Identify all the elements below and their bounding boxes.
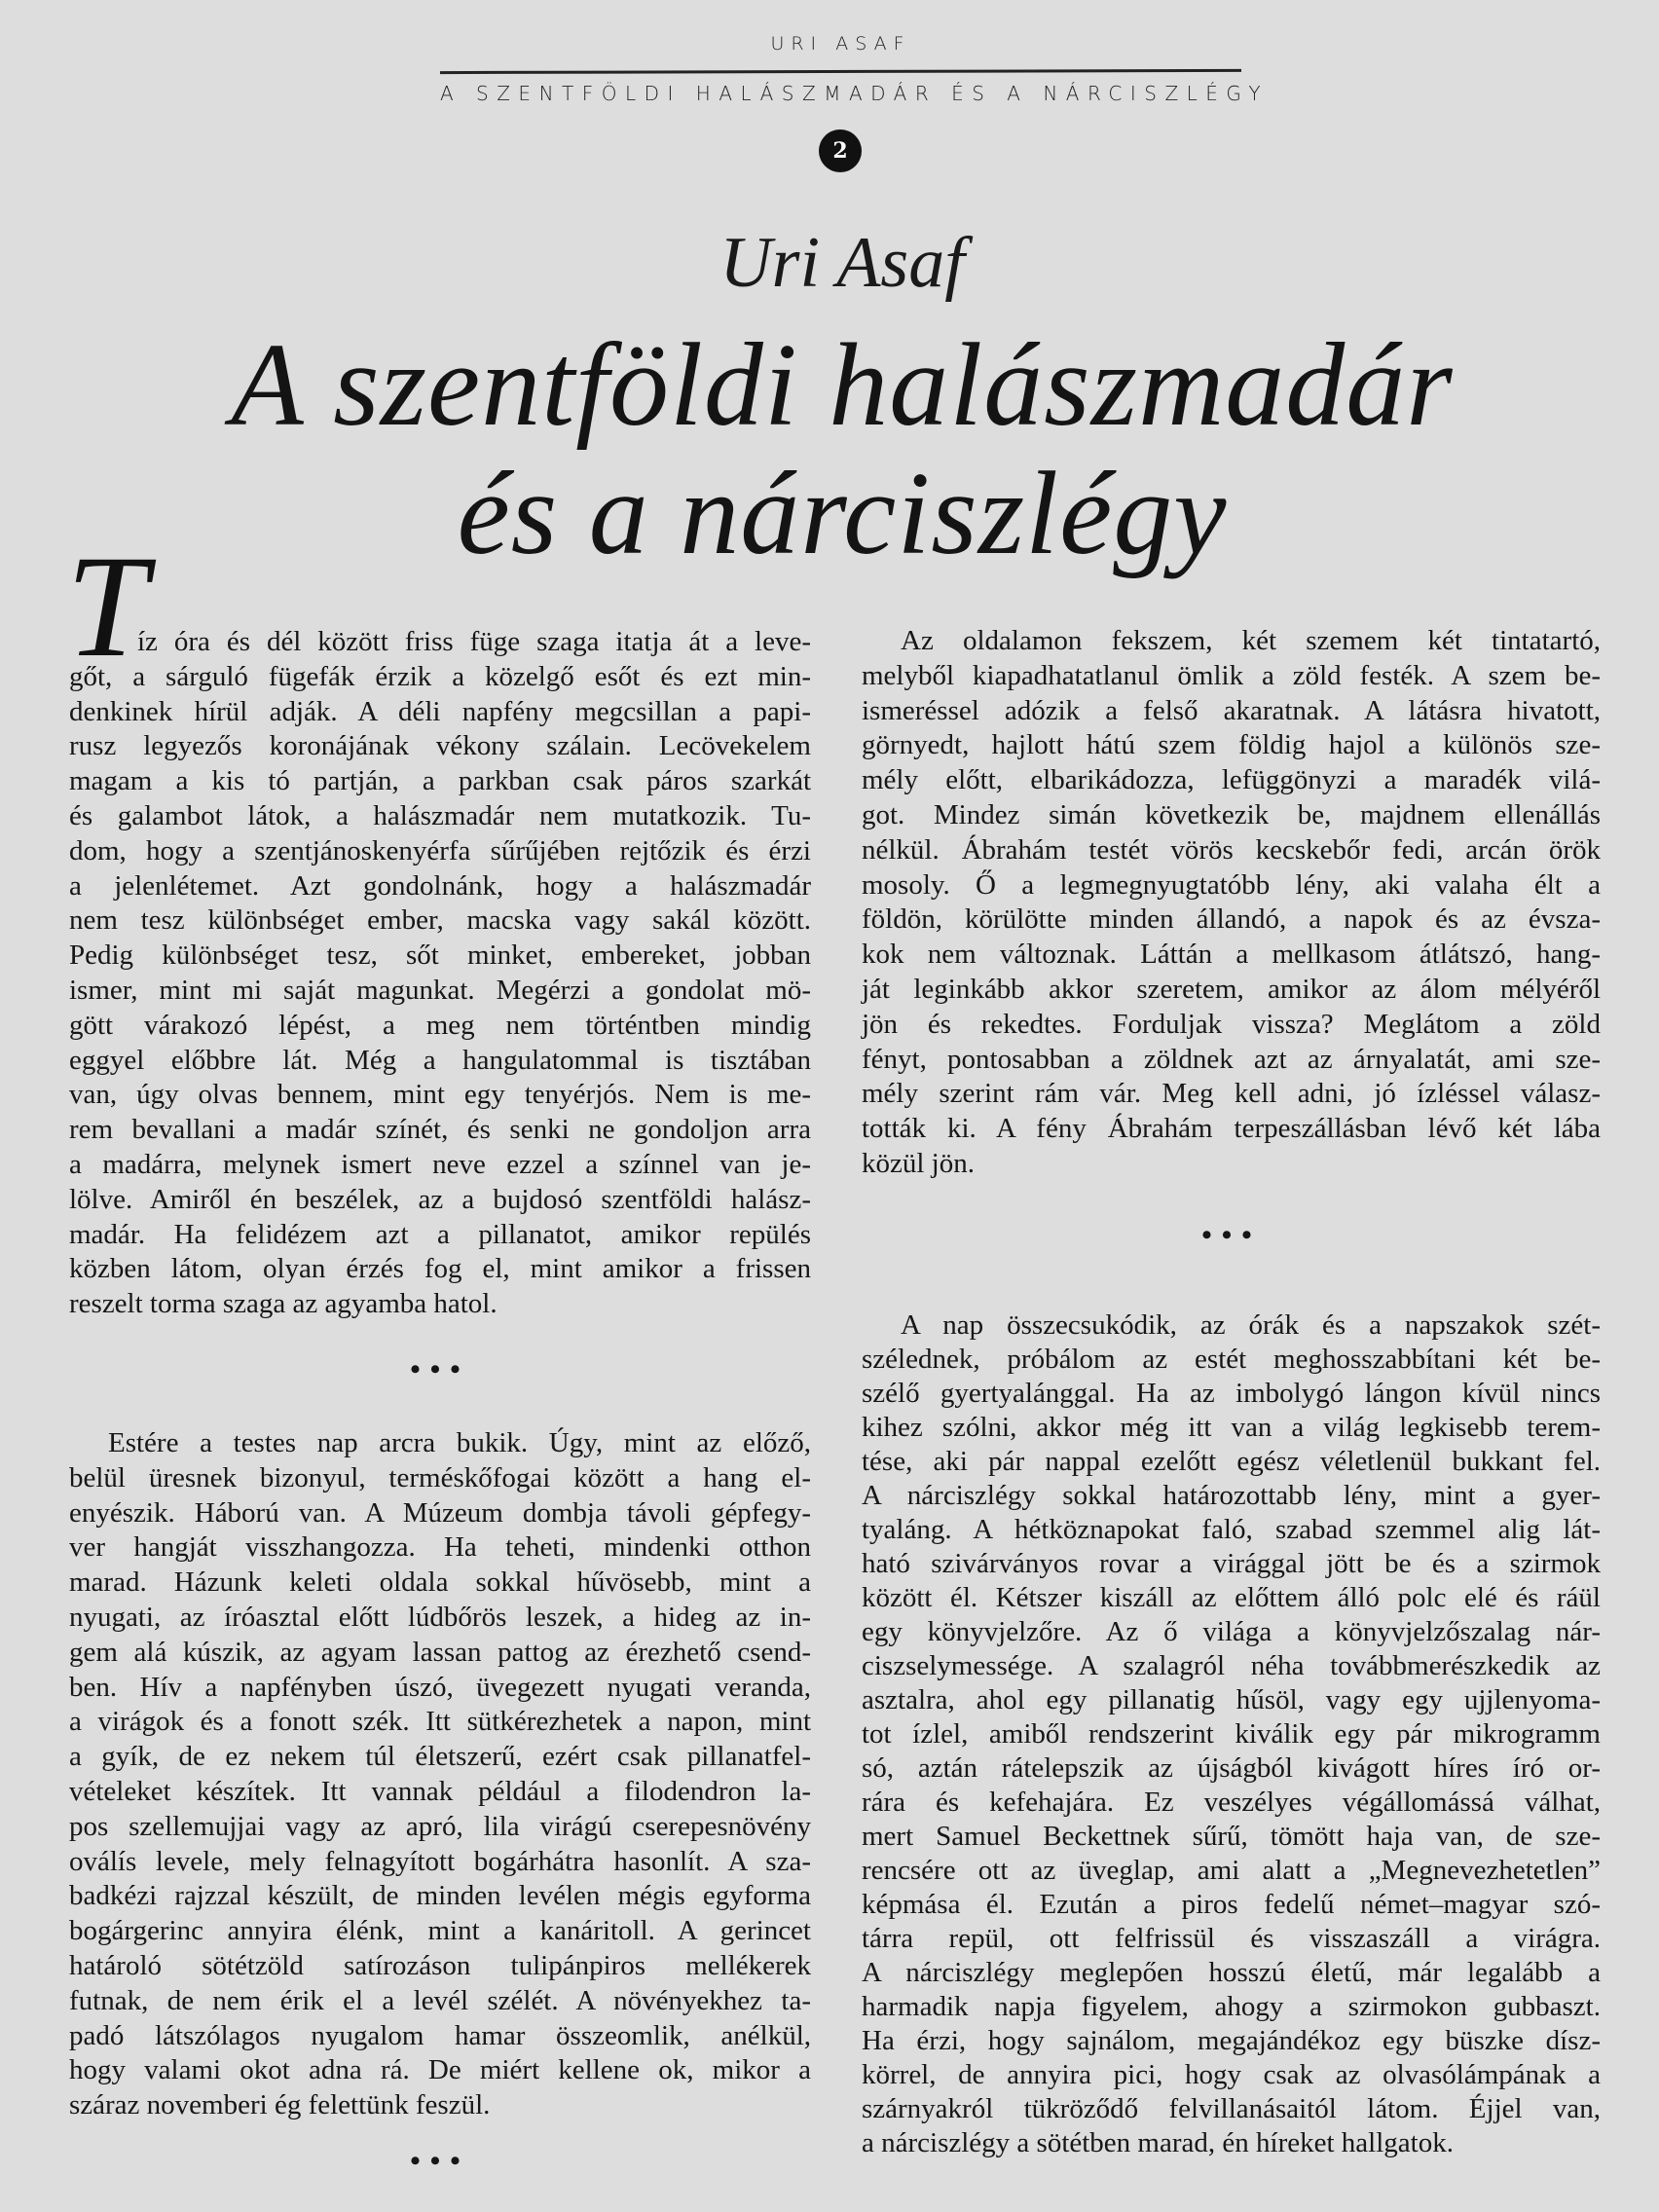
drop-cap: T [66,526,148,687]
text-line: rára és kefehajára. Ez veszélyes végállomássá válhat, [862,1787,1601,1818]
text-line: tárra repül, ott felfrissül és visszaszáll a virágra. [862,1923,1601,1954]
text-line: denkinek hírül adják. A déli napfény megcsillan a papi- [69,695,811,727]
text-line: nélkül. Ábrahám testét vörös kecskebőr fedi, arcán örök [862,833,1601,866]
text-line: tották ki. A fény Ábrahám terpeszállásban lévő két lába [862,1113,1601,1145]
text-line: ismer, mint mi saját magunkat. Megérzi a gondolat mö- [69,974,811,1006]
text-line: tése, aki pár nappal ezelőtt egész véletlenül bukkant fel. [862,1446,1601,1477]
text-line: rem bevallani a madár színét, és senki ne gondoljon arra [69,1114,811,1146]
section-separator: ••• [410,1353,470,1385]
text-line: szélednek, próbálom az estét meghosszabbítani két be- [862,1344,1601,1375]
header-rule [440,69,1241,74]
text-line: gött várakozó lépést, a meg nem történtben mindig [69,1009,811,1041]
text-line: badkézi rajzzal készült, de minden levélen mégis egyforma [69,1880,811,1912]
text-line: got. Mindez simán következik be, majdnem ellenállás [862,798,1601,830]
text-line: futnak, de nem érik el a levél szélét. A növényekhez ta- [69,1984,811,2016]
text-line: és galambot látok, a halászmadár nem mutatkozik. Tu- [69,799,811,831]
text-line: magam a kis tó partján, a parkban csak páros szarkát [69,765,811,797]
text-line: Az oldalamon fekszem, két szemem két tintatartó, [901,625,1601,656]
text-line: kok nem változnak. Láttán a mellkasom átlátszó, hang- [862,939,1601,971]
text-line: kihez szólni, akkor még itt van a világ legkisebb terem- [862,1412,1601,1443]
text-line: jön és rekedtes. Forduljak vissza? Meglátom a zöld [862,1008,1601,1040]
text-line: padó látszólagos nyugalom hamar összeomlik, anélkül, [69,2019,811,2051]
text-line: marad. Házunk keleti oldala sokkal hűvösebb, mint a [69,1567,811,1599]
text-line: enyészik. Háború van. A Múzeum dombja távoli gépfegy- [69,1496,811,1529]
section-separator: ••• [410,2145,470,2177]
text-line: harmadik napja figyelem, ahogy a szirmokon gubbaszt. [862,1991,1601,2022]
text-line: íz óra és dél között friss füge szaga itatja át a leve- [137,626,811,657]
page-number-badge: 2 [819,129,862,172]
text-line: ismeréssel adózik a felső akaratnak. A látásra hivatott, [862,694,1601,726]
text-line: képmása él. Ezután a piros fedelű német–magyar szó- [862,1889,1601,1920]
text-line: körrel, de annyira pici, hogy csak az olvasólámpának a [862,2059,1601,2090]
text-line: oválís levele, mely felnagyított bogárhátra hasonlít. A sza- [69,1845,811,1877]
running-header-author: URI ASAF [770,33,911,55]
text-line: nem tesz különbséget ember, macska vagy sakál között. [69,904,811,937]
text-line: tot ízlel, amiből rendszerint kiválik egy pár mikrogramm [862,1718,1601,1750]
text-line: lölve. Amiről én beszélek, az a bujdosó szentföldi halász- [69,1183,811,1215]
text-line: melyből kiapadhatatlanul ömlik a zöld festék. A szem be- [862,659,1601,691]
text-line: A nárciszlégy sokkal határozottabb lény, mint a gyer- [862,1480,1601,1511]
text-line: a gyík, de ez nekem túl életszerű, ezért csak pillanatfel- [69,1741,811,1773]
text-line: egy könyvjelzőre. Az ő világa a könyvjelzőszalag nár- [862,1616,1601,1647]
text-line: hogy valami okot adna rá. De miért kellene ok, mikor a [69,2054,811,2086]
paragraph [862,624,1601,1182]
text-line: fényt, pontosabban a zöldnek azt az árnyalatát, ami sze- [862,1043,1601,1075]
paragraph [862,1309,1601,2160]
text-line: a virágok és a fonott szék. Itt sütkérezhetek a napon, mint [69,1706,811,1738]
text-line: A nárciszlégy meglepően hosszú életű, már legalább a [862,1957,1601,1988]
article-title-line-2: és a nárciszlégy [457,448,1228,579]
text-line: száraz novemberi ég felettünk feszül. [69,2089,491,2121]
text-line: között él. Kétszer kiszáll az előttem álló polc elé és ráül [862,1582,1601,1613]
text-line: görnyedt, hajlott hátú szem földig hajol a különös sze- [862,729,1601,761]
text-line: ben. Hív a napfényben úszó, üvegezett nyugati veranda, [69,1671,811,1703]
text-line: asztalra, ahol egy pillanatig hűsöl, vagy egy ujjlenyoma- [862,1684,1601,1715]
text-line: Pedig különbséget tesz, sőt minket, embereket, jobban [69,940,811,972]
text-line: pos szellemujjai vagy az apró, lila virágú cserepesnövény [69,1810,811,1842]
text-line: nyugati, az íróasztal előtt lúdbőrös leszek, a hideg az in- [69,1601,811,1633]
paragraph [69,1426,811,2123]
text-line: mély szerint rám vár. Meg kell adni, jó ízléssel válasz- [862,1078,1601,1110]
text-line: Ha érzi, hogy sajnálom, megajándékoz egy büszke dísz- [862,2025,1601,2056]
text-line: mert Samuel Beckettnek sűrű, tömött haja van, de sze- [862,1821,1601,1852]
article-title-line-1: A szentföldi halászmadár [231,319,1454,451]
text-line: madár. Ha felidézem azt a pillanatot, amikor repülés [69,1218,811,1250]
text-line: mosoly. Ő a legmegnyugtatóbb lény, aki valaha élt a [862,868,1601,901]
text-line: ver hangját visszhangozza. Ha teheti, mindenki otthon [69,1531,811,1564]
text-line: A nap összecsukódik, az órák és a napszakok szét- [901,1309,1601,1341]
text-line: a madárra, melynek ismert neve ezzel a színnel van je- [69,1148,811,1180]
text-line: ciszselymessége. A szalagról néha továbbmerészkedik az [862,1650,1601,1681]
text-line: reszelt torma szaga az agyamba hatol. [69,1288,498,1320]
text-line: szárnyakról tükröződő felvillanásaitól látom. Éjjel van, [862,2093,1601,2124]
text-line: közben látom, olyan érzés fog el, mint amikor a frissen [69,1253,811,1285]
text-line: mély előtt, elbarikádozza, lefüggönyzi a maradék vilá- [862,764,1601,796]
text-line: eggyel előbbre lát. Még a hangulatommal is tisztában [69,1044,811,1076]
text-line: só, aztán rátelepszik az újságból kivágott híres író or- [862,1752,1601,1784]
article-author: Uri Asaf [719,223,965,303]
text-line: rusz legyezős koronájának vékony szálain. Lecövekelem [69,730,811,762]
text-line: bogárgerinc annyira élénk, mint a kanáritoll. A gerincet [69,1915,811,1947]
text-line: közül jön. [862,1147,975,1179]
section-separator: ••• [1201,1219,1262,1251]
text-line: gem alá kúszik, az agyam lassan pattog az érezhető csend- [69,1636,811,1668]
text-line: szélő gyertyalánggal. Ha az imbolygó lángon kívül nincs [862,1378,1601,1409]
text-line: rencsére ott az üveglap, ami alatt a „Megnevezhetetlen” [862,1855,1601,1886]
text-line: van, úgy olvas bennem, mint egy tenyérjós. Nem is me- [69,1079,811,1111]
text-line: ható szivárványos rovar a virággal jött be és a szirmok [862,1548,1601,1579]
text-line: földön, körülötte minden állandó, a napok és az évsza- [862,903,1601,936]
text-line: dom, hogy a szentjánoskenyérfa sűrűjében rejtőzik és érzi [69,834,811,866]
paragraph [69,625,811,1322]
text-line: gőt, a sárguló fügefák érzik a közelgő esőt és ezt min- [69,660,811,692]
running-header-title: A SZENTFÖLDI HALÁSZMADÁR ÉS A NÁRCISZLÉGY [440,82,1270,105]
text-line: ját leginkább akkor szeretem, amikor az álom mélyéről [862,973,1601,1005]
text-line: tyaláng. A hétköznapokat faló, szabad szemmel alig lát- [862,1514,1601,1545]
text-line: belül üresnek bizonyul, terméskőfogai között a hang el- [69,1461,811,1493]
text-line: határoló sötétzöld satírozáson tulipánpiros mellékerek [69,1949,811,1981]
text-line: a nárciszlégy a sötétben marad, én híreket hallgatok. [862,2127,1454,2158]
text-line: vételeket készítek. Itt vannak például a filodendron la- [69,1775,811,1807]
text-line: a jelenlétemet. Azt gondolnánk, hogy a halászmadár [69,869,811,902]
text-line: Estére a testes nap arcra bukik. Úgy, mint az előző, [108,1427,811,1458]
